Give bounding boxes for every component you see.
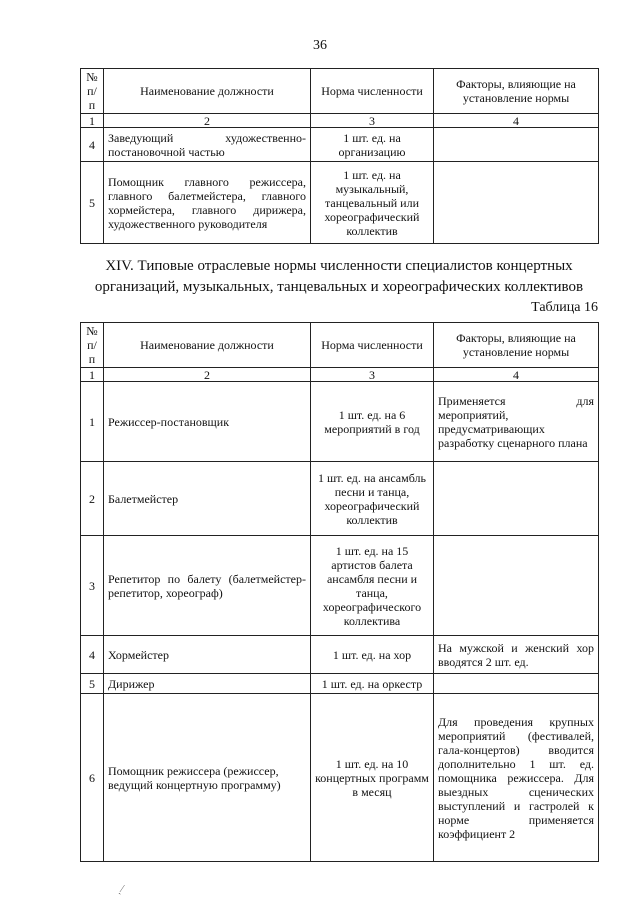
table-label: Таблица 16 [531, 300, 598, 315]
norm-factors: На мужской и женский хор вводятся 2 шт. ед. [434, 636, 599, 674]
header-factors: Факторы, влияющие на установление нормы [434, 323, 599, 368]
position-name: Балетмейстер [104, 462, 311, 536]
norm-factors [434, 162, 599, 244]
row-num: 2 [81, 462, 104, 536]
row-num: 3 [81, 536, 104, 636]
column-index: 3 [311, 368, 434, 382]
table-row [81, 536, 599, 636]
header-norm: Норма численности [311, 69, 434, 114]
position-name: Дирижер [104, 674, 311, 694]
staffing-norm: 1 шт. ед. на 15 артистов балета ансамбля песни и танца, хореографического коллектива [311, 536, 434, 636]
header-num: № п/п [81, 69, 104, 114]
norm-factors [434, 128, 599, 162]
table-row [81, 674, 599, 694]
column-index: 4 [434, 114, 599, 128]
staffing-norm: 1 шт. ед. на хор [311, 636, 434, 674]
section-title: XIV. Типовые отраслевые нормы численности специалистов концертных организаций, музыкальных, танцевальных и хореографических коллективов [94, 258, 584, 295]
column-index: 3 [311, 114, 434, 128]
staffing-norm: 1 шт. ед. на музыкальный, танцевальный или хореографический коллектив [311, 162, 434, 244]
staffing-table-16 [80, 322, 599, 862]
header-norm: Норма численности [311, 323, 434, 368]
column-index: 1 [81, 368, 104, 382]
table-row [81, 162, 599, 244]
position-name: Режиссер-постановщик [104, 382, 311, 462]
row-num: 4 [81, 636, 104, 674]
table-header-row [81, 69, 599, 114]
header-num: № п/п [81, 323, 104, 368]
staffing-norm: 1 шт. ед. на 10 концертных программ в месяц [311, 694, 434, 862]
staffing-norm: 1 шт. ед. на 6 мероприятий в год [311, 382, 434, 462]
table-row [81, 462, 599, 536]
norm-factors: Применяется для мероприятий, предусматривающих разработку сценарного плана [434, 382, 599, 462]
row-num: 5 [81, 162, 104, 244]
staffing-norm: 1 шт. ед. на оркестр [311, 674, 434, 694]
norm-factors: Для проведения крупных мероприятий (фестивалей, гала-концертов) вводится дополнительно 1 шт. ед. помощника режиссера. Для выездных сценических выступлений и гастролей к норме применяется коэффициент 2 [434, 694, 599, 862]
norm-factors [434, 462, 599, 536]
row-num: 6 [81, 694, 104, 862]
column-index: 2 [104, 368, 311, 382]
row-num: 4 [81, 128, 104, 162]
header-factors: Факторы, влияющие на установление нормы [434, 69, 599, 114]
position-name: Помощник главного режиссера, главного балетмейстера, главного хормейстера, главного дирижера, художественного руководителя [104, 162, 311, 244]
norm-factors [434, 536, 599, 636]
staffing-norm: 1 шт. ед. на ансамбль песни и танца, хореографический коллектив [311, 462, 434, 536]
column-index-row [81, 368, 599, 382]
norm-factors [434, 674, 599, 694]
position-name: Помощник режиссера (режиссер, ведущий концертную программу) [104, 694, 311, 862]
column-index: 4 [434, 368, 599, 382]
table-row [81, 694, 599, 862]
table-row [81, 128, 599, 162]
column-index-row [81, 114, 599, 128]
position-name: Заведующий художественно-постановочной частью [104, 128, 311, 162]
table-row [81, 382, 599, 462]
page-number: 36 [313, 38, 327, 53]
row-num: 1 [81, 382, 104, 462]
column-index: 2 [104, 114, 311, 128]
column-index: 1 [81, 114, 104, 128]
row-num: 5 [81, 674, 104, 694]
staffing-norm: 1 шт. ед. на организацию [311, 128, 434, 162]
pen-mark: ˏ⁄ [118, 884, 123, 895]
position-name: Хормейстер [104, 636, 311, 674]
table-row [81, 636, 599, 674]
position-name: Репетитор по балету (балетмейстер-репетитор, хореограф) [104, 536, 311, 636]
table-header-row [81, 323, 599, 368]
header-name: Наименование должности [104, 323, 311, 368]
staffing-table-continued [80, 68, 599, 244]
header-name: Наименование должности [104, 69, 311, 114]
